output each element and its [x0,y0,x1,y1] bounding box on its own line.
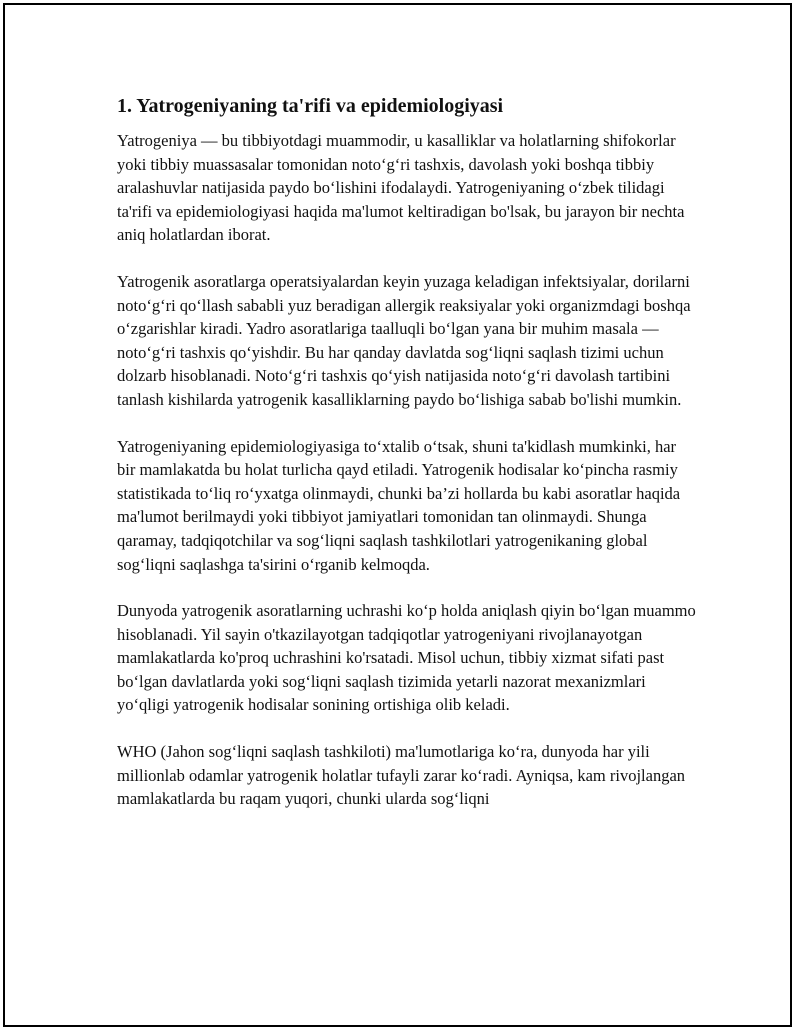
paragraph-epidemiology: Yatrogeniyaning epidemiologiyasiga to‘xtalib o‘tsak, shuni ta'kidlash mumkinki, har bir mamlakatda bu holat turlicha qayd etiladi. Yatrogenik hodisalar ko‘pincha rasmiy statistikada to‘liq ro‘yxatga olinmaydi, chunki ba’zi hollarda bu kabi asoratlar haqida ma'lumot berilmaydi yoki tibbiyot jamiyatlari tomonidan tan olinmaydi. Shunga qaramay, tadqiqotchilar va sog‘liqni saqlash tashkilotlari yatrogenikaning global sog‘liqni saqlashga ta'sirini o‘rganib kelmoqda. [117,436,681,574]
paragraph-global-prevalence: Dunyoda yatrogenik asoratlarning uchrashi ko‘p holda aniqlash qiyin bo‘lgan muammo hisoblanadi. Yil sayin o'tkazilayotgan tadqiqotlar yatrogeniyani rivojlanayotgan mamlakatlarda ko'proq uchrashini ko'rsatadi. Misol uchun, tibbiy xizmat sifati past bo‘lgan davlatlarda yoki sog‘liqni saqlash tizimida yetarli nazorat mexanizmlari yo‘qligi yatrogenik hodisalar sonining ortishiga olib keladi. [117,601,696,715]
document-body [117,93,697,834]
section-heading: 1. Yatrogeniyaning ta'rifi va epidemiologiyasi [117,95,504,117]
paragraph-complications: Yatrogenik asoratlarga operatsiyalardan keyin yuzaga keladigan infektsiyalar, dorilarni noto‘g‘ri qo‘llash sababli yuz beradigan allergik reaksiyalar yoki organizmdagi boshqa o‘zgarishlar kiradi. Yadro asoratlariga taalluqli bo‘lgan yana bir muhim masala — noto‘g‘ri tashxis qo‘yishdir. Bu har qanday davlatda sog‘liqni saqlash tizimi uchun dolzarb hisoblanadi. Noto‘g‘ri tashxis qo‘yish natijasida noto‘g‘ri davolash tartibini tanlash kishilarda yatrogenik kasalliklarning paydo bo‘lishiga sabab bo'lishi mumkin. [117,271,691,409]
paragraph-who-data: WHO (Jahon sog‘liqni saqlash tashkiloti) ma'lumotlariga ko‘ra, dunyoda har yili millionlab odamlar yatrogenik holatlar tufayli zarar ko‘radi. Ayniqsa, kam rivojlangan mamlakatlarda bu raqam yuqori, chunki ularda sog‘liqni [117,742,686,809]
paragraph-definition: Yatrogeniya — bu tibbiyotdagi muammodir, u kasalliklar va holatlarning shifokorlar yoki tibbiy muassasalar tomonidan noto‘g‘ri tashxis, davolash yoki boshqa tibbiy aralashuvlar natijasida paydo bo‘lishini ifodalaydi. Yatrogeniyaning o‘zbek tilidagi ta'rifi va epidemiologiyasi haqida ma'lumot keltiradigan bo'lsak, bu jarayon bir nechta aniq holatlardan iborat. [117,131,685,245]
